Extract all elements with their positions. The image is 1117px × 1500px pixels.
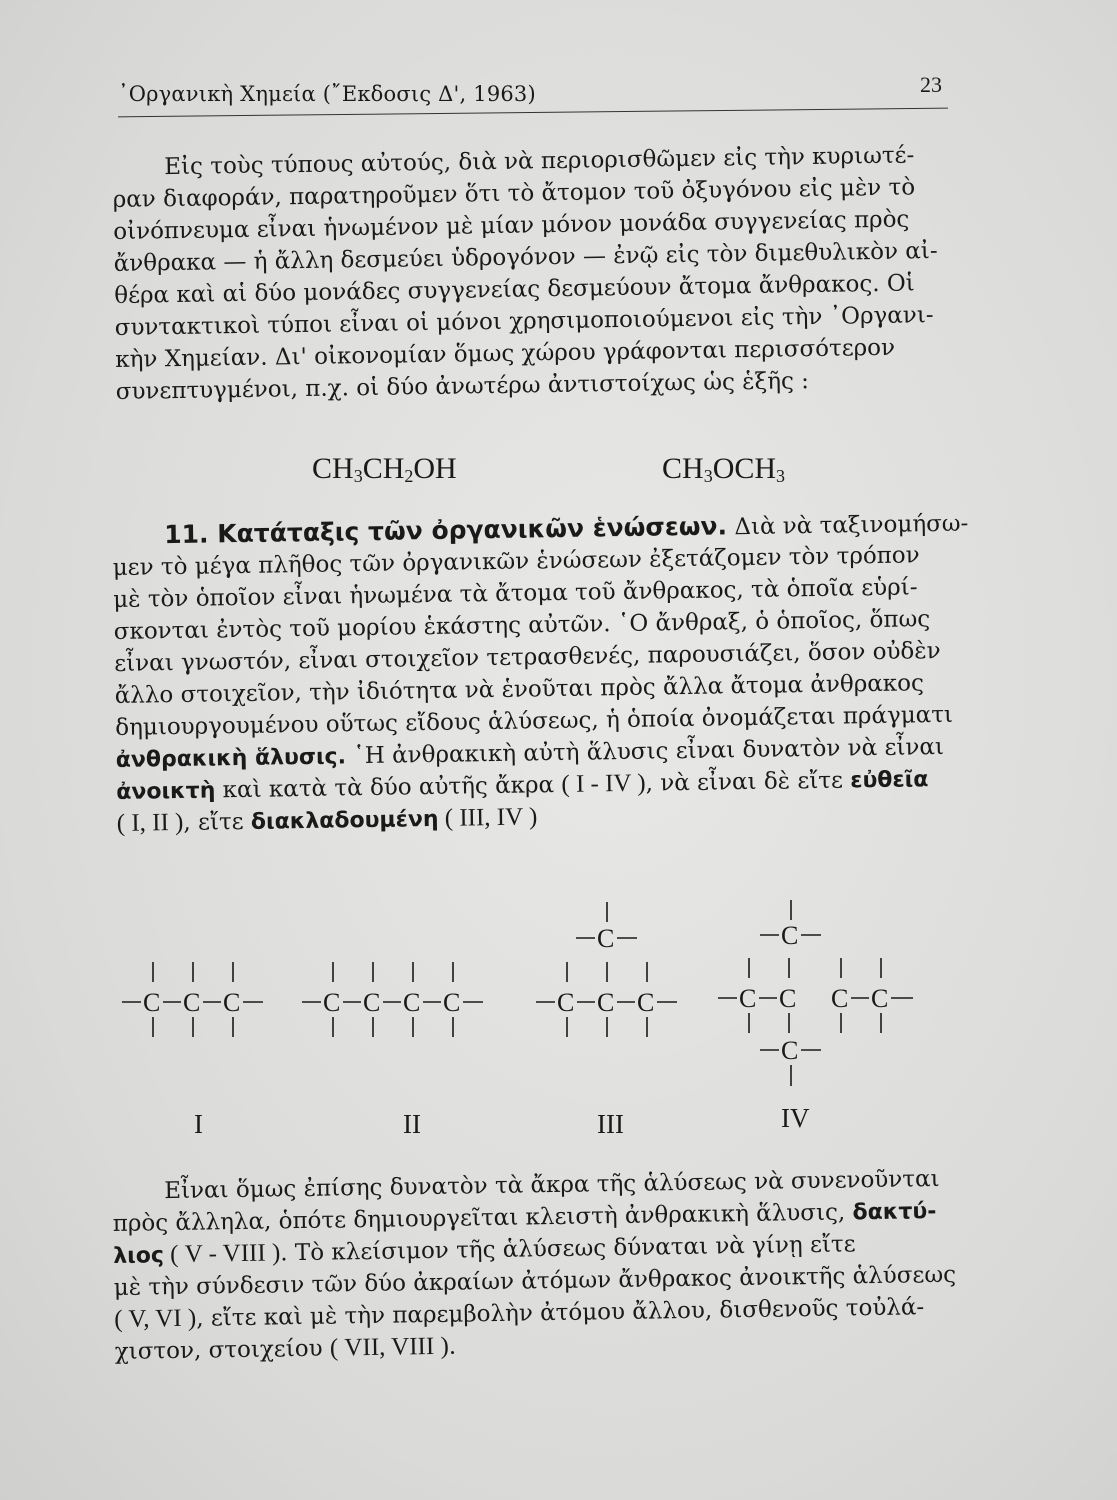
carbon-atom: C	[183, 988, 201, 1017]
paragraph-closed-chains	[112, 1163, 965, 1368]
text-line: Εἶναι ὅμως ἐπίσης δυνατὸν τὰ ἄκρα τῆς ἁλύσεως νὰ συνενοῦνται	[164, 1166, 940, 1205]
section-11	[112, 507, 967, 840]
text-line: ἄλλο στοιχεῖον, τὴν ἰδιότητα νὰ ἑνοῦται πρὸς ἄλλα ἄτομα ἀνθρακος	[114, 670, 925, 709]
carbon-atom: C	[781, 921, 799, 950]
carbon-atom: C	[557, 988, 575, 1017]
carbon-atom: C	[223, 988, 241, 1017]
term-open: ἀνοικτὴ	[116, 778, 216, 805]
header-rule	[118, 108, 948, 118]
carbon-atom: C	[779, 984, 797, 1013]
structure-IV	[718, 900, 913, 1133]
term-straight: εὐθεῖα	[850, 767, 929, 794]
carbon-atom: C	[597, 988, 615, 1017]
text-line: ἄνθρακα — ἡ ἄλλη δεσμεύει ὑδρογόνον — ἐνῷ εἰς τὸν διμεθυλικὸν αἰ-	[113, 238, 938, 277]
structures-svg	[0, 890, 1117, 1150]
term-carbon-chain: ἀνθρακικὴ ἅλυσις.	[115, 744, 347, 773]
formula-ethanol: $CH_3CH_2OH$	[312, 452, 457, 486]
structure-II	[302, 962, 483, 1139]
term-ring-cont: λιος	[113, 1243, 165, 1269]
text-line: ( I, II ), εἴτε διακλαδουμένη ( III, IV )	[116, 803, 538, 837]
structure-label: II	[403, 1109, 421, 1139]
structure-label: III	[597, 1109, 624, 1139]
structure-label: IV	[781, 1103, 810, 1133]
carbon-atom: C	[443, 988, 461, 1017]
text-line: ( V, VI ), εἴτε καὶ μὲ τὴν παρεμβολὴν ἀτόμου ἄλλου, δισθενοῦς τοὐλά-	[114, 1294, 925, 1333]
text-line: πρὸς ἄλληλα, ὁπότε δημιουργεῖται κλειστὴ ἀνθρακικὴ ἅλυσις, δακτύ-	[112, 1199, 937, 1237]
carbon-atom: C	[637, 988, 655, 1017]
text-line: δημιουργουμένου οὕτως εἴδους ἁλύσεως, ἡ ὁποία ὀνομάζεται πράγματι	[115, 701, 954, 741]
text-line: λιος ( V - VIII ). Τὸ κλείσιμον τῆς ἁλύσεως δύναται νὰ γίνῃ εἴτε	[113, 1231, 856, 1269]
text-line: μὲ τὴν σύνδεσιν τῶν δύο ἀκραίων ἀτόμων ἄνθρακος ἀνοικτῆς ἁλύσεως	[113, 1261, 957, 1301]
text-line: σκονται ἐντὸς τοῦ μορίου ἑκάστης αὐτῶν. ῾Ο ἄνθραξ, ὁ ὁποῖος, ὅπως	[113, 606, 931, 645]
carbon-atom: C	[363, 988, 381, 1017]
carbon-atom: C	[781, 1036, 799, 1065]
carbon-atom: C	[597, 924, 615, 953]
text-line: εἶναι γνωστόν, εἶναι στοιχεῖον τετρασθενές, παρουσιάζει, ὅσον οὐδὲν	[114, 638, 941, 677]
running-header	[118, 72, 948, 118]
structure-I	[122, 962, 263, 1139]
structure-III	[536, 902, 677, 1139]
text-line: ἀνθρακικὴ ἅλυσις. ῾Η ἀνθρακικὴ αὐτὴ ἅλυσις εἶναι δυνατὸν νὰ εἶναι	[115, 733, 945, 773]
text-line: θέρα καὶ αἱ δύο μονάδες συγγενείας δεσμεύουν ἄτομα ἄνθρακος. Οἱ	[114, 270, 915, 309]
paragraph-formulas	[112, 139, 966, 408]
term-branched: διακλαδουμένη	[250, 806, 439, 835]
page-number: 23	[920, 72, 942, 97]
text-line: χιστον, στοιχείου ( VII, VIII ).	[114, 1332, 457, 1365]
carbon-atom: C	[831, 984, 849, 1013]
text-line: μὲ τὸν ὁποῖον εἶναι ἡνωμένα τὰ ἄτομα τοῦ ἄνθρακος, τὰ ὁποῖα εὑρί-	[113, 574, 918, 613]
carbon-atom: C	[871, 984, 889, 1013]
text-line: Εἰς τοὺς τύπους αὐτούς, διὰ νὰ περιορισθῶμεν εἰς τὴν κυριωτέ-	[164, 142, 915, 181]
carbon-atom: C	[323, 988, 341, 1017]
structure-label: I	[194, 1109, 203, 1139]
text-line: συνεπτυγμένοι, π.χ. οἱ δύο ἀνωτέρω ἀντιστοίχως ὡς ἑξῆς :	[115, 368, 810, 405]
text-line: οἰνόπνευμα εἶναι ἡνωμένον μὲ μίαν μόνον μονάδα συγγενείας πρὸς	[113, 206, 910, 245]
header-title: ᾽Οργανικὴ Χημεία (῎Εκδοσις Δ', 1963)	[118, 82, 536, 106]
text-line: ἀνοικτὴ καὶ κατὰ τὰ δύο αὐτῆς ἄκρα ( I - IV ), νὰ εἶναι δὲ εἴτε εὐθεῖα	[116, 767, 929, 805]
section-heading: 11. Κατάταξις τῶν ὀργανικῶν ἑνώσεων.	[164, 511, 728, 550]
term-ring: δακτύ-	[852, 1199, 937, 1226]
text-line: μεν τὸ μέγα πλῆθος τῶν ὀργανικῶν ἑνώσεων ἐξετάζομεν τὸν τρόπον	[112, 542, 920, 581]
formula-dimethyl-ether: $CH_3OCH_3$	[662, 452, 786, 486]
formula-row	[0, 452, 1117, 502]
carbon-chain-structures	[0, 890, 1117, 1150]
carbon-atom: C	[739, 984, 757, 1013]
section-heading-line: 11. Κατάταξις τῶν ὀργανικῶν ἑνώσεων. Διὰ νὰ ταξινομήσω-	[164, 510, 969, 550]
text-line: συντακτικοὶ τύποι εἶναι οἱ μόνοι χρησιμοποιούμενοι εἰς τὴν ᾽Οργανι-	[114, 302, 934, 341]
carbon-atom: C	[143, 988, 161, 1017]
text-line: κὴν Χημείαν. Δι' οἰκονομίαν ὅμως χώρου γράφονται περισσότερον	[115, 334, 896, 373]
carbon-atom: C	[403, 988, 421, 1017]
text-line: ραν διαφοράν, παρατηροῦμεν ὅτι τὸ ἄτομον τοῦ ὀξυγόνου εἰς μὲν τὸ	[112, 174, 916, 213]
